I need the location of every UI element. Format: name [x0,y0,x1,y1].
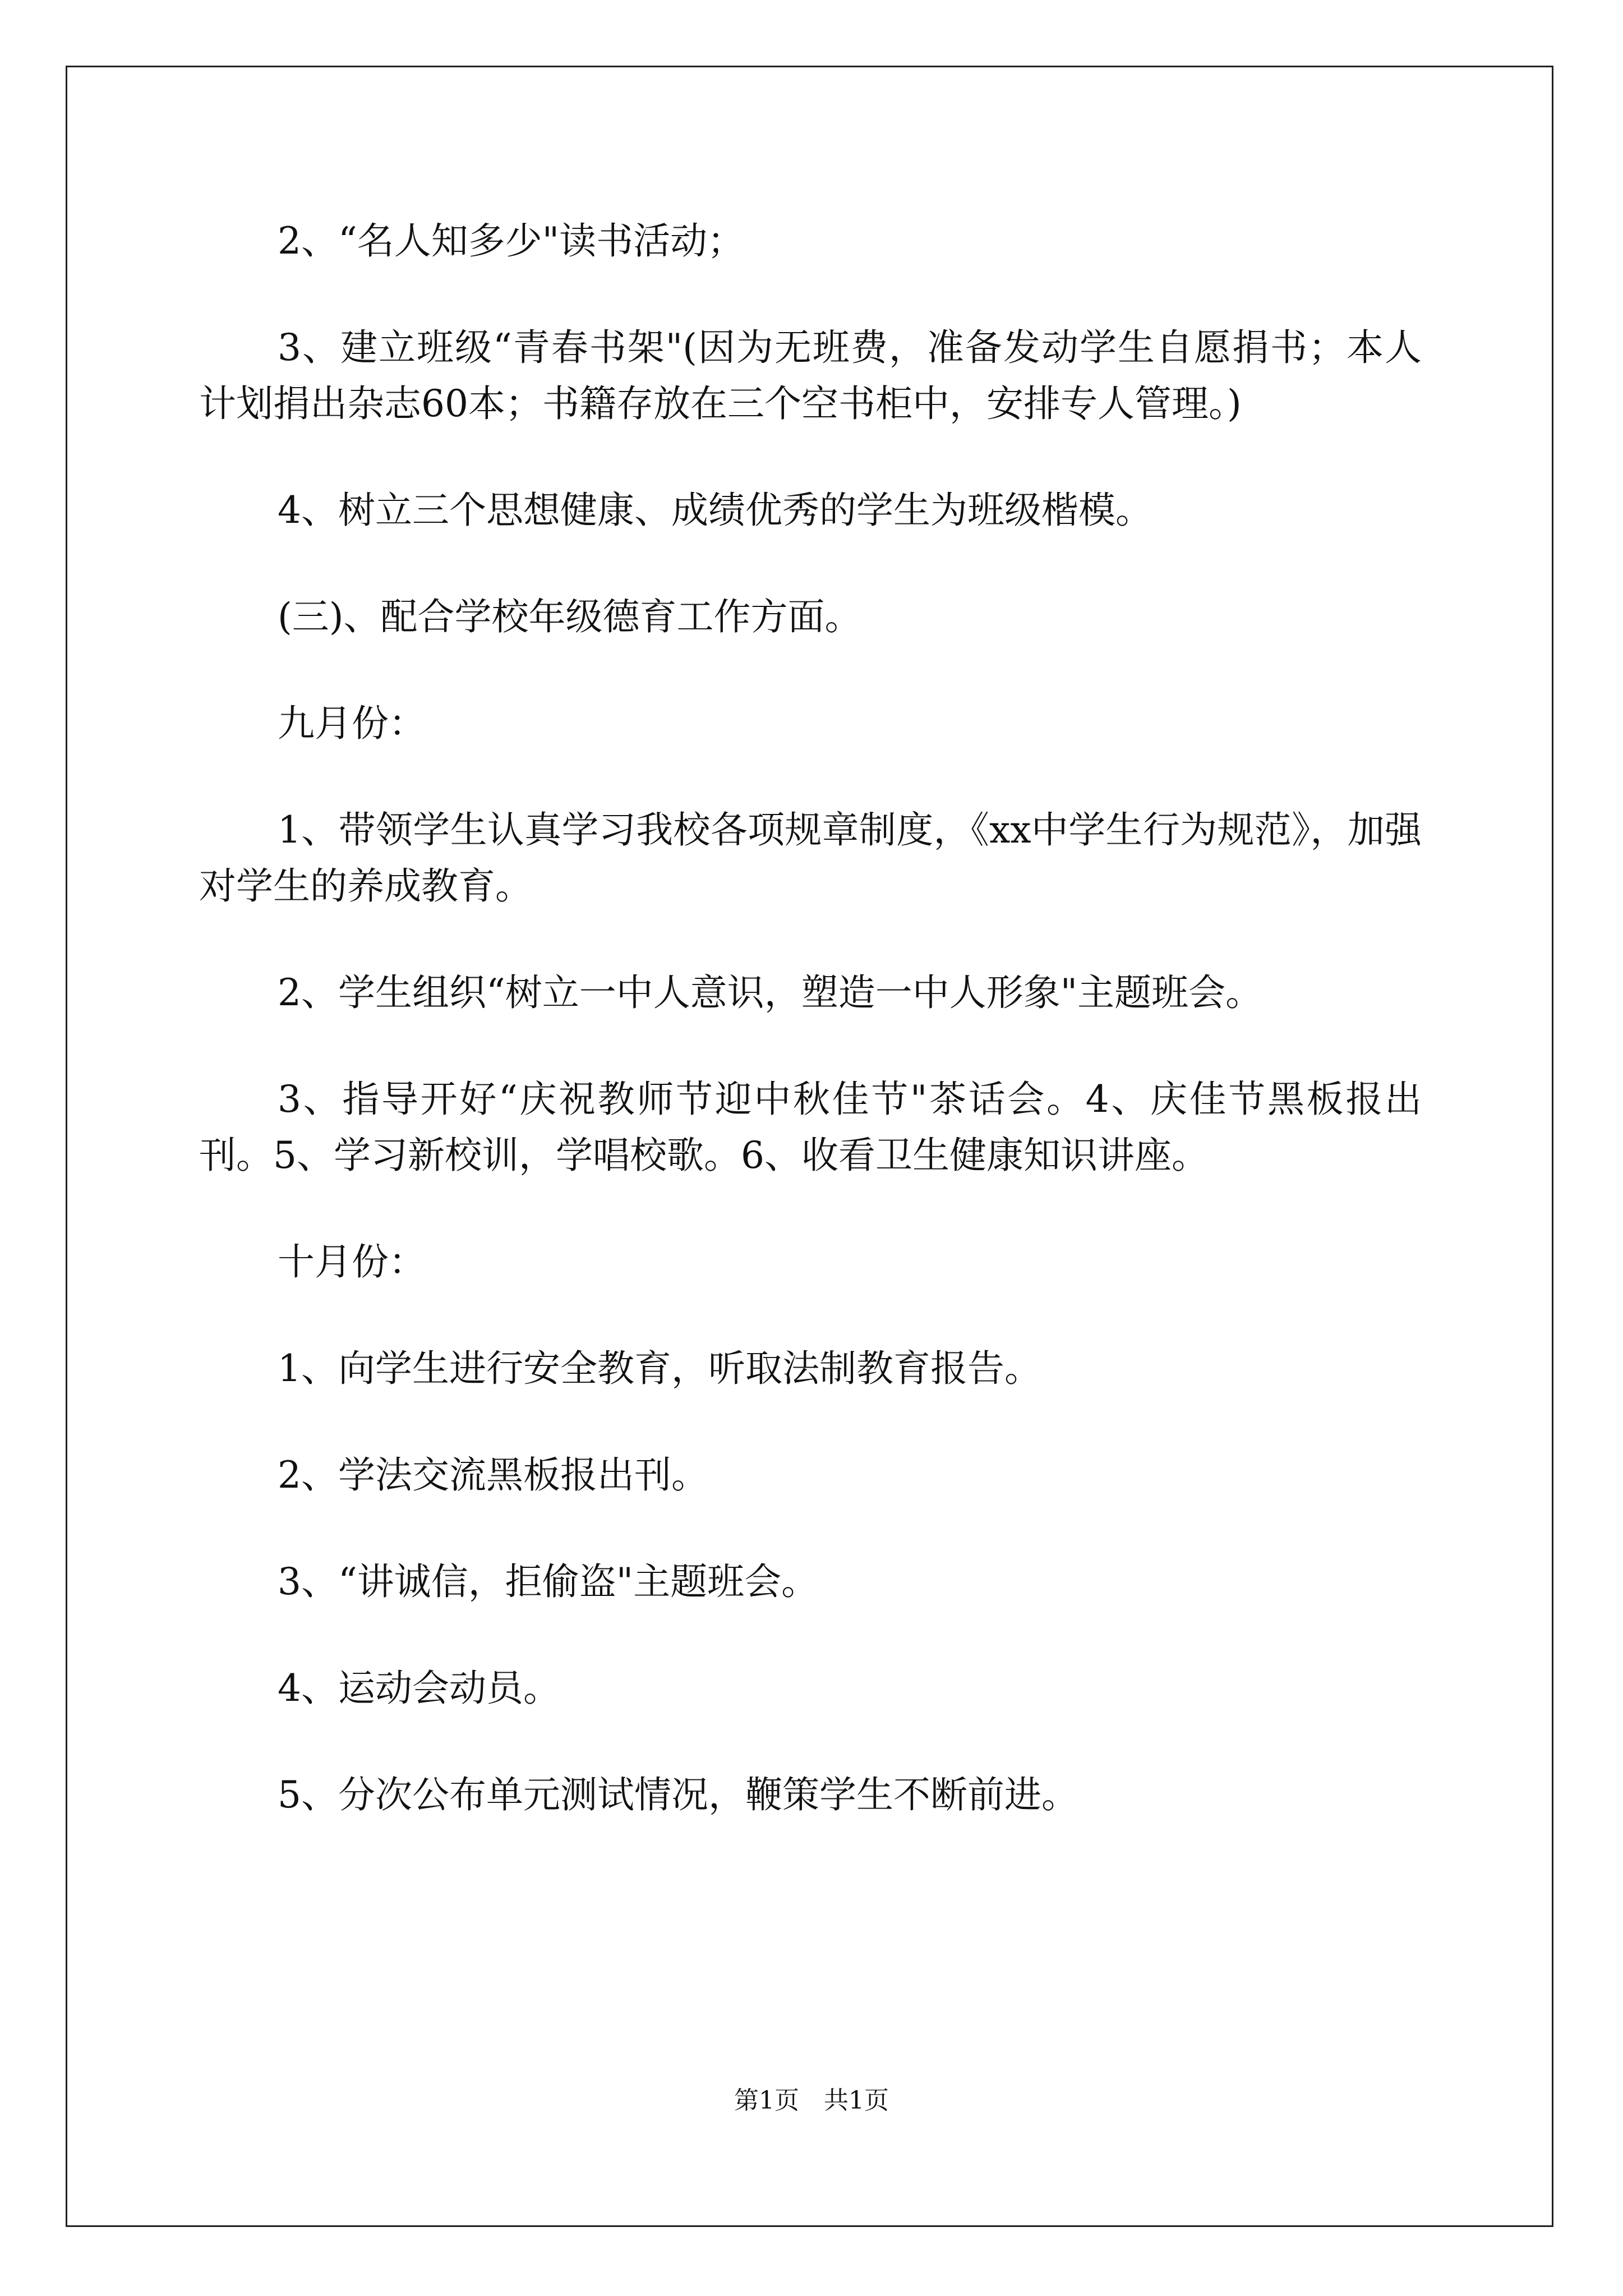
paragraph: 5、分次公布单元测试情况，鞭策学生不断前进。 [278,1773,1078,1816]
paragraph: 十月份： [278,1240,426,1283]
paragraph: (三)、配合学校年级德育工作方面。 [278,595,862,638]
paragraph: 4、树立三个思想健康、成绩优秀的学生为班级楷模。 [278,489,1152,532]
paragraph: 3、建立班级“青春书架"(因为无班费，准备发动学生自愿捐书；本人计划捐出杂志60本；书籍存放在三个空书柜中，安排专人管理。) [199,326,1422,425]
paragraph: 2、“名人知多少"读书活动； [278,219,745,263]
paragraph: 4、运动会动员。 [278,1667,560,1710]
paragraph: 九月份： [278,702,426,745]
paragraph: 2、学生组织“树立一中人意识，塑造一中人形象"主题班会。 [278,971,1263,1014]
paragraph: 2、学法交流黑板报出刊。 [278,1453,708,1497]
paragraph: 1、带领学生认真学习我校各项规章制度，《xx中学生行为规范》，加强对学生的养成教育。 [199,808,1422,908]
paragraph: 3、“讲诚信，拒偷盗"主题班会。 [278,1560,819,1603]
paragraph: 1、向学生进行安全教育，听取法制教育报告。 [278,1347,1041,1390]
document-body [199,213,1422,1874]
page-number: 第1页 共1页 [734,2086,889,2115]
paragraph: 3、指导开好“庆祝教师节迎中秋佳节"茶话会。4、庆佳节黑板报出刊。5、学习新校训，学唱校歌。6、收看卫生健康知识讲座。 [199,1078,1422,1177]
